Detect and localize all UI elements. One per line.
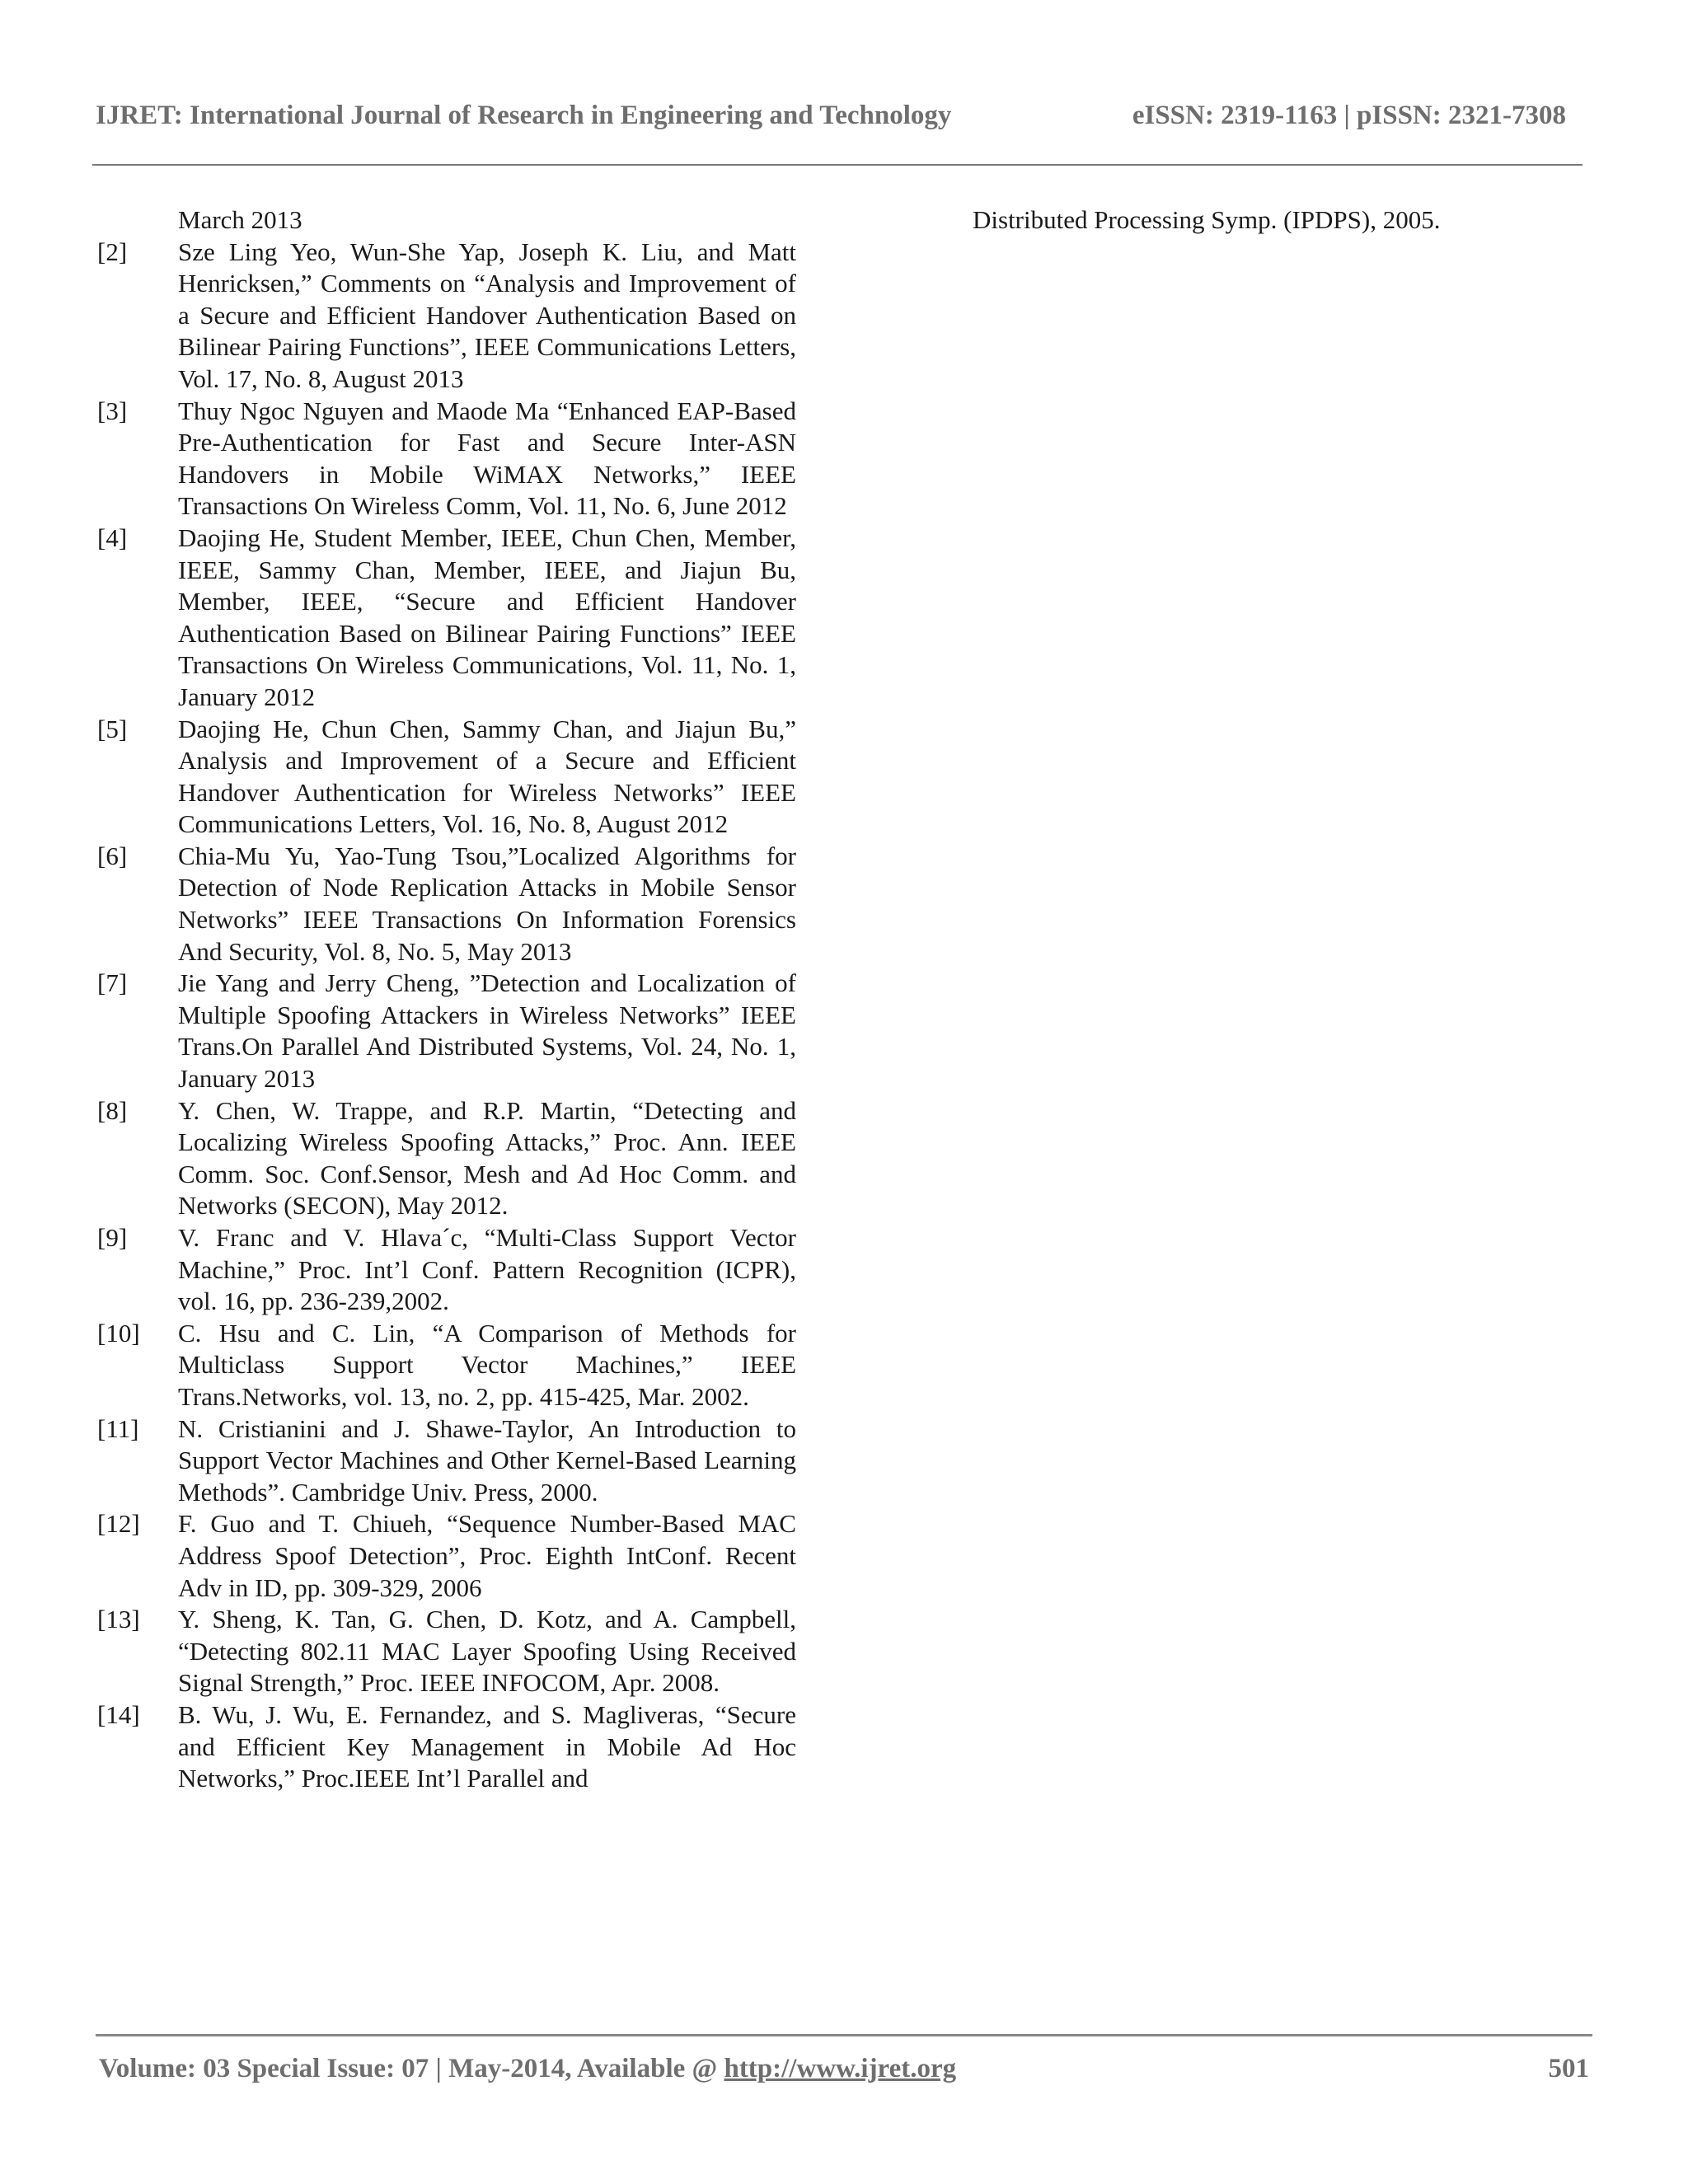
page-header [96,97,1566,140]
reference-continuation-right: Distributed Processing Symp. (IPDPS), 2005. [973,205,1441,234]
reference-number: [14] [97,1699,140,1729]
reference-continuation: March 2013 [178,205,302,234]
reference-number: [10] [97,1318,140,1347]
reference-text: B. Wu, J. Wu, E. Fernandez, and S. Magliveras, “Secure and Efficient Key Management in Mobile Ad Hoc Networks,” Proc.IEEE Int’l Parallel and [178,1699,796,1793]
reference-item [96,523,796,714]
page-footer [99,2054,1589,2095]
reference-item [96,1413,796,1509]
reference-text: V. Franc and V. Hlava´c, “Multi-Class Support Vector Machine,” Proc. Int’l Conf. Pattern Recognition (ICPR), vol. 16, pp. 236-239,2002. [178,1223,796,1316]
volume-info [99,2054,956,2084]
reference-text: N. Cristianini and J. Shawe-Taylor, An Introduction to Support Vector Machines and Other Kernel-Based Learning Methods”. Cambridge Univ. Press, 2000. [178,1413,796,1507]
reference-number: [12] [97,1509,140,1539]
reference-number: [7] [97,968,128,998]
reference-number: [9] [97,1223,128,1252]
reference-text: F. Guo and T. Chiueh, “Sequence Number-Based MAC Address Spoof Detection”, Proc. Eighth IntConf. Recent Adv in ID, pp. 309-329, 2006 [178,1509,796,1602]
journal-url-link[interactable]: http://www.ijret.org [724,2054,957,2083]
reference-item [96,1318,796,1413]
reference-text: Chia-Mu Yu, Yao-Tung Tsou,”Localized Algorithms for Detection of Node Replication Attacks in Mobile Sensor Networks” IEEE Transactions On Information Forensics And Security, Vol. 8, No. 5, May 2013 [178,841,796,966]
references-left-column [96,204,796,1795]
reference-number: [5] [97,714,128,743]
reference-number: [13] [97,1605,140,1634]
reference-text: Y. Sheng, K. Tan, G. Chen, D. Kotz, and A. Campbell, “Detecting 802.11 MAC Layer Spoofing Using Received Signal Strength,” Proc. IEEE INFOCOM, Apr. 2008. [178,1605,796,1698]
reference-text: Thuy Ngoc Nguyen and Maode Ma “Enhanced EAP-Based Pre-Authentication for Fast and Secure Inter-ASN Handovers in Mobile WiMAX Networks,” IEEE Transactions On Wireless Comm, Vol. 11, No. 6, June 2012 [178,396,796,521]
footer-divider [96,2034,1592,2036]
journal-title: IJRET: International Journal of Research in Engineering and Technology [96,101,952,130]
reference-item [96,396,796,523]
reference-item [96,1699,796,1795]
reference-number: [8] [97,1095,128,1125]
reference-number: [6] [97,841,128,870]
reference-text: Y. Chen, W. Trappe, and R.P. Martin, “Detecting and Localizing Wireless Spoofing Attacks,” Proc. Ann. IEEE Comm. Soc. Conf.Sensor, Mesh and Ad Hoc Comm. and Networks (SECON), May 2012. [178,1095,796,1221]
reference-text: Jie Yang and Jerry Cheng, ”Detection and Localization of Multiple Spoofing Attackers in Wireless Networks” IEEE Trans.On Parallel And Distributed Systems, Vol. 24, No. 1, January 2013 [178,968,796,1094]
issn-info: eISSN: 2319-1163 | pISSN: 2321-7308 [1132,101,1566,130]
volume-text: Volume: 03 Special Issue: 07 | May-2014, Available @ [99,2054,724,2083]
reference-number: [4] [97,523,128,552]
reference-text: Sze Ling Yeo, Wun-She Yap, Joseph K. Liu, and Matt Henricksen,” Comments on “Analysis and Improvement of a Secure and Efficient Handover Authentication Based on Bilinear Pairing Functions”, IEEE Communications Letters, Vol. 17, No. 8, August 2013 [178,237,796,393]
reference-item [96,841,796,968]
reference-item [96,237,796,396]
reference-number: [11] [97,1413,139,1443]
reference-number: [2] [97,237,128,266]
reference-item [96,968,796,1094]
reference-item [96,1604,796,1699]
reference-item [96,1508,796,1604]
reference-item [96,714,796,841]
reference-text: Daojing He, Student Member, IEEE, Chun Chen, Member, IEEE, Sammy Chan, Member, IEEE, and Jiajun Bu, Member, IEEE, “Secure and Efficient Handover Authentication Based on Bilinear Pairing Functions” IEEE Transactions On Wireless Communications, Vol. 11, No. 1, January 2012 [178,523,796,711]
reference-list [96,237,796,1795]
references-right-column [973,204,1599,237]
reference-number: [3] [97,396,128,425]
reference-text: C. Hsu and C. Lin, “A Comparison of Methods for Multiclass Support Vector Machines,” IEEE Trans.Networks, vol. 13, no. 2, pp. 415-425, Mar. 2002. [178,1318,796,1411]
reference-item [96,1222,796,1318]
reference-text: Daojing He, Chun Chen, Sammy Chan, and Jiajun Bu,” Analysis and Improvement of a Secure and Efficient Handover Authentication for Wireless Networks” IEEE Communications Letters, Vol. 16, No. 8, August 2012 [178,714,796,839]
page-number: 501 [1548,2054,1589,2083]
header-divider [92,164,1582,166]
reference-item [96,1095,796,1222]
